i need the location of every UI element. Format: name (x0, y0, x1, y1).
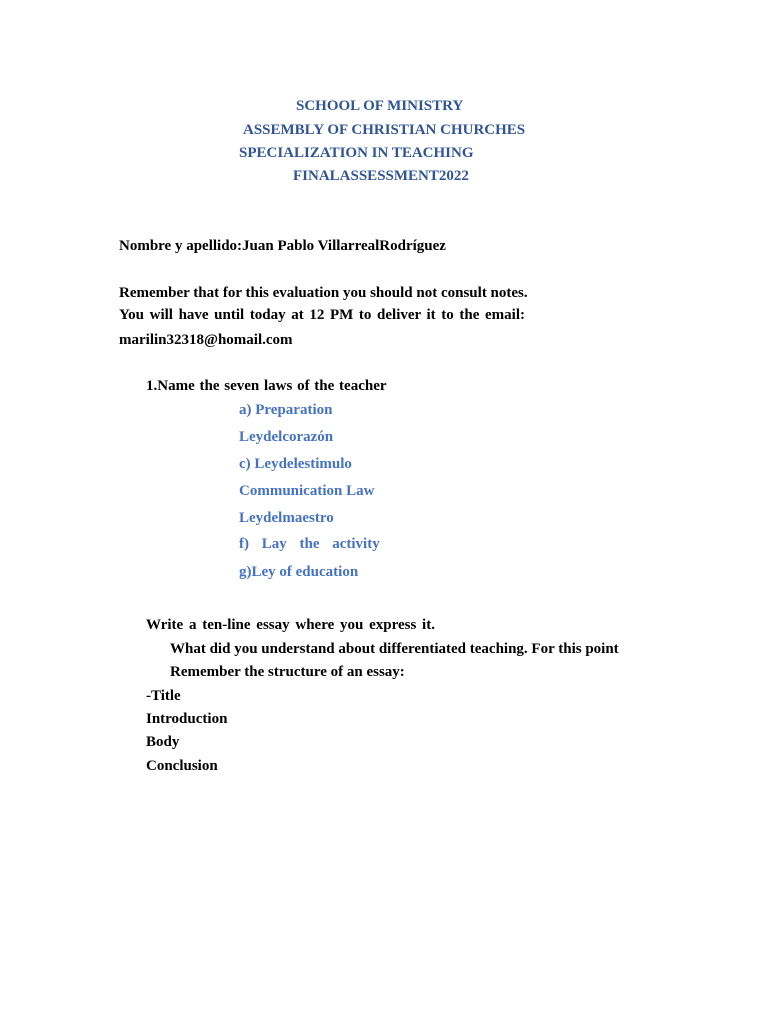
answer-law-d: Communication Law (239, 483, 375, 499)
question-2-prompt: Write a ten-line essay where you express it. (146, 617, 435, 633)
question-2-detail: What did you understand about differentiated teaching. For this point (170, 641, 619, 657)
answer-law-f: f) Lay the activity (239, 536, 380, 552)
answer-law-e: Leydelmaestro (239, 510, 334, 526)
answer-law-c: c) Leydelestimulo (239, 456, 352, 472)
answer-law-b: Leydelcorazón (239, 429, 334, 445)
question-1-prompt: 1.Name the seven laws of the teacher (146, 378, 387, 394)
header-assembly: ASSEMBLY OF CHRISTIAN CHURCHES (243, 122, 526, 138)
answer-law-a: a) Preparation (239, 402, 333, 418)
instruction-deliver: You will have until today at 12 PM to deliver it to the email: (119, 307, 525, 323)
essay-structure-introduction: Introduction (146, 711, 228, 727)
essay-structure-conclusion: Conclusion (146, 758, 218, 774)
header-assessment: FINALASSESSMENT2022 (293, 168, 469, 184)
header-school: SCHOOL OF MINISTRY (296, 98, 464, 114)
essay-structure-body: Body (146, 734, 180, 750)
essay-structure-title: -Title (146, 688, 181, 704)
question-2-structure-intro: Remember the structure of an essay: (170, 664, 405, 680)
header-specialization: SPECIALIZATION IN TEACHING (239, 145, 474, 161)
instruction-email: marilin32318@homail.com (119, 332, 293, 348)
answer-law-g: g)Ley of education (239, 564, 359, 580)
instruction-no-notes: Remember that for this evaluation you should not consult notes. (119, 285, 528, 301)
student-name-line: Nombre y apellido:Juan Pablo VillarrealRodríguez (119, 238, 446, 254)
